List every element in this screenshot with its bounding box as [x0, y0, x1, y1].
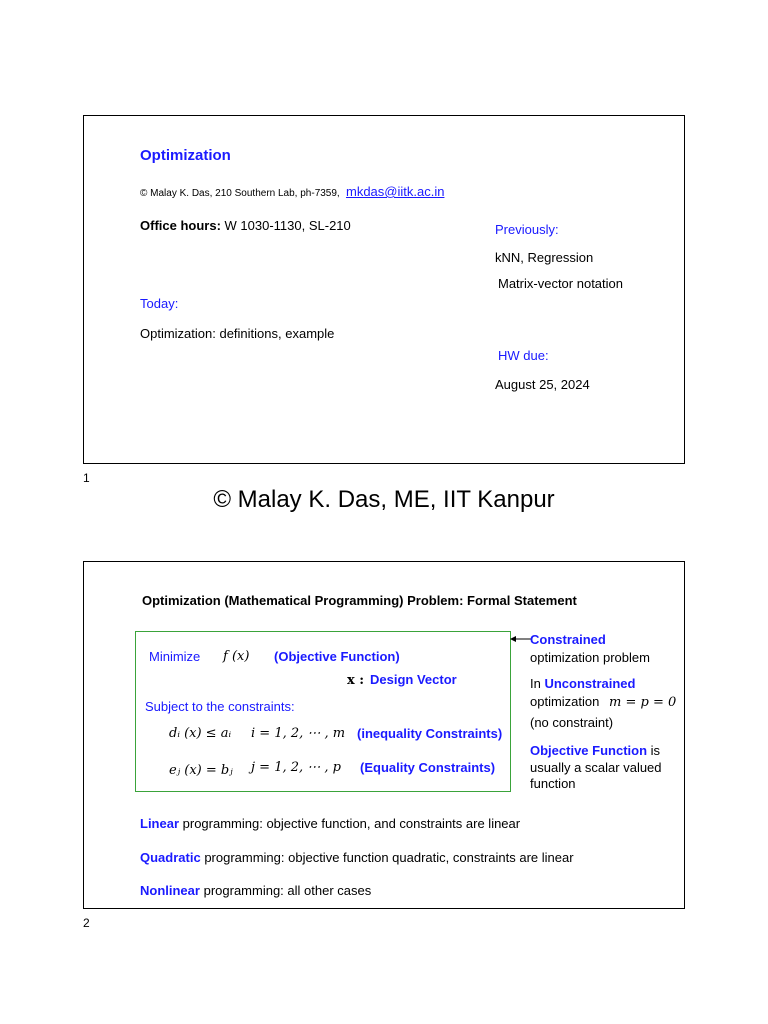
- no-constraint: (no constraint): [530, 715, 614, 730]
- office-hours: [140, 218, 351, 233]
- in-word: In: [530, 676, 541, 691]
- hw-date: August 25, 2024: [495, 377, 590, 392]
- equality-label: (Equality Constraints): [360, 760, 496, 775]
- quadratic-word: Quadratic: [140, 850, 201, 865]
- inequality-math: dᵢ (x) ≤ aᵢ: [169, 726, 232, 741]
- inequality-label: (inequality Constraints): [357, 726, 503, 741]
- objfn-is: is: [650, 743, 661, 758]
- page-number-2: 2: [83, 916, 90, 930]
- office-hours-value: W 1030-1130, SL-210: [224, 218, 351, 233]
- objective-function-note: [530, 743, 662, 793]
- today-text: Optimization: definitions, example: [140, 326, 335, 341]
- constrained-word: Constrained: [530, 632, 606, 647]
- linear-rest: programming: objective function, and constraints are linear: [182, 816, 521, 831]
- slide-title: Optimization: [140, 147, 231, 164]
- quadratic-line: [140, 850, 574, 865]
- copyright-line: [140, 188, 340, 199]
- nonlinear-line: [140, 883, 371, 898]
- equality-range: j = 1, 2, ⋯ , p: [251, 760, 341, 775]
- today-label: Today:: [140, 296, 179, 311]
- objfn-line3: function: [530, 776, 576, 791]
- optimization-word: optimization: [530, 694, 600, 709]
- formal-statement-box: [135, 631, 511, 792]
- copyright-text: © Malay K. Das, 210 Southern Lab, ph-7359,: [140, 188, 340, 199]
- objfn-line2: usually a scalar valued: [530, 759, 662, 775]
- previously-label: Previously:: [495, 222, 559, 237]
- arrow-left-icon: [510, 634, 532, 644]
- mp-zero-math: m = p = 0: [609, 695, 677, 710]
- minimize-label: Minimize: [149, 649, 201, 664]
- constrained-note: [530, 631, 650, 667]
- office-hours-label: Office hours:: [140, 218, 221, 233]
- unconstrained-note: [530, 675, 676, 732]
- objective-math: f (x): [223, 649, 250, 664]
- objfn-word: Objective Function: [530, 743, 648, 758]
- objective-function-label: (Objective Function): [274, 649, 400, 664]
- subject-to-label: Subject to the constraints:: [145, 699, 295, 714]
- email-link[interactable]: mkdas@iitk.ac.in: [346, 184, 445, 199]
- previously-item: kNN, Regression: [495, 250, 594, 265]
- previously-item: Matrix-vector notation: [498, 276, 623, 291]
- quadratic-rest: programming: objective function quadratic, constraints are linear: [204, 850, 574, 865]
- unconstrained-word: Unconstrained: [544, 676, 636, 691]
- page-number-1: 1: [83, 471, 90, 485]
- slide-2: [83, 561, 685, 909]
- linear-line: [140, 816, 520, 831]
- equality-math: eⱼ (x) = bⱼ: [169, 763, 233, 778]
- design-vector-math: x :: [347, 673, 365, 688]
- nonlinear-rest: programming: all other cases: [203, 883, 372, 898]
- slide2-heading: Optimization (Mathematical Programming) Problem: Formal Statement: [142, 593, 577, 608]
- linear-word: Linear: [140, 816, 180, 831]
- design-vector-label: Design Vector: [370, 672, 457, 687]
- constrained-rest: optimization problem: [530, 650, 650, 665]
- hw-label: HW due:: [498, 348, 549, 363]
- nonlinear-word: Nonlinear: [140, 883, 200, 898]
- slide-1: [83, 115, 685, 464]
- inequality-range: i = 1, 2, ⋯ , m: [251, 726, 346, 741]
- footer-copyright: © Malay K. Das, ME, IIT Kanpur: [213, 486, 555, 513]
